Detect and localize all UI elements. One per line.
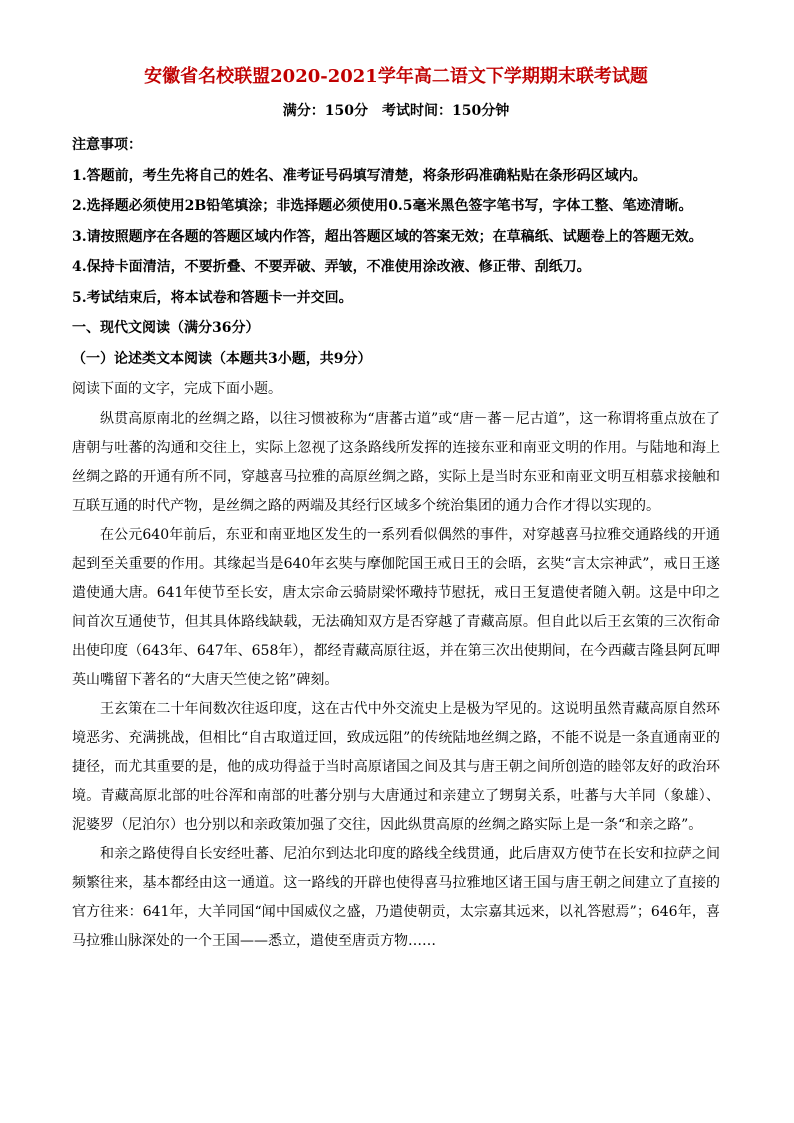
exam-subtitle: 满分：150分 考试时间：150分钟 bbox=[282, 103, 510, 119]
subsection-heading: （一）论述类文本阅读（本题共3小题，共9分） bbox=[72, 350, 372, 367]
exam-page bbox=[72, 64, 720, 956]
notice-item-5: 5.考试结束后，将本试卷和答题卡一并交回。 bbox=[72, 289, 353, 306]
notice-heading: 注意事项： bbox=[72, 137, 142, 153]
notice-item-2: 2.选择题必须使用2B铅笔填涂；非选择题必须使用0.5毫米黑色签字笔书写，字体工整、笔迹清晰。 bbox=[72, 198, 693, 214]
notice-item-4: 4.保持卡面清洁，不要折叠、不要弄破、弄皱，不准使用涂改液、修正带、刮纸刀。 bbox=[72, 259, 591, 275]
section-heading: 一、现代文阅读（满分36分） bbox=[72, 320, 260, 336]
notice-item-1: 1.答题前，考生先将自己的姓名、准考证号码填写清楚，将条形码准确粘贴在条形码区域内。 bbox=[72, 167, 647, 184]
passage-paragraph-3: 王玄策在二十年间数次往返印度，这在古代中外交流史上是极为罕见的。这说明虽然青藏高原自然环境恶劣、充满挑战，但相比“自古取道迂回，致成远阻”的传统陆地丝绸之路，不能不说是一条直通南亚的捷径，而尤其重要的是，他的成功得益于当时高原诸国之间及其与唐王朝之间所创造的睦邻友好的政治环境。青藏高原北部的吐谷浑和南部的吐蕃分别与大唐通过和亲建立了甥舅关系，吐蕃与大羊同（象雄）、泥婆罗（尼泊尔）也分别以和亲政策加强了交往，因此纵贯高原的丝绸之路实际上是一条“和亲之路”。 bbox=[72, 700, 720, 833]
passage-paragraph-1: 纵贯高原南北的丝绸之路，以往习惯被称为“唐蕃古道”或“唐－蕃－尼古道”，这一称谓将重点放在了唐朝与吐蕃的沟通和交往上，实际上忽视了这条路线所发挥的连接东亚和南亚文明的作用。与陆地和海上丝绸之路的开通有所不同，穿越喜马拉雅的高原丝绸之路，实际上是当时东亚和南亚文明互相慕求接触和互联互通的时代产物，是丝绸之路的两端及其经行区域多个统治集团的通力合作才得以实现的。 bbox=[72, 410, 720, 514]
passage-paragraph-4: 和亲之路使得自长安经吐蕃、尼泊尔到达北印度的路线全线贯通，此后唐双方使节在长安和拉萨之间频繁往来，基本都经由这一通道。这一路线的开辟也使得喜马拉雅地区诸王国与唐王朝之间建立了直接的官方往来：641年，大羊同国“闻中国威仪之盛，乃遣使朝贡，太宗嘉其远来，以礼答慰焉”；646年，喜马拉雅山脉深处的一个王国——悉立，遣使至唐贡方物…… bbox=[72, 845, 720, 949]
reading-instruction: 阅读下面的文字，完成下面小题。 bbox=[72, 381, 282, 397]
exam-title: 安徽省名校联盟2020-2021学年高二语文下学期期末联考试题 bbox=[144, 66, 648, 87]
notice-item-3: 3.请按照题序在各题的答题区域内作答，超出答题区域的答案无效；在草稿纸、试题卷上的答题无效。 bbox=[72, 228, 703, 245]
passage-paragraph-2: 在公元640年前后，东亚和南亚地区发生的一系列看似偶然的事件，对穿越喜马拉雅交通路线的开通起到至关重要的作用。其缘起当是640年玄奘与摩伽陀国王戒日王的会晤，玄奘“言太宗神武”，戒日王遂遣使通大唐。641年使节至长安，唐太宗命云骑尉梁怀璥持节慰抚，戒日王复遣使者随入朝。这是中印之间首次互通使节，但其具体路线缺载，无法确知双方是否穿越了青藏高原。但自此以后王玄策的三次衔命出使印度（643年、647年、658年），都经青藏高原往返，并在第三次出使期间，在今西藏吉隆县阿瓦呷英山嘴留下著名的“大唐天竺使之铭”碑刻。 bbox=[72, 526, 720, 688]
